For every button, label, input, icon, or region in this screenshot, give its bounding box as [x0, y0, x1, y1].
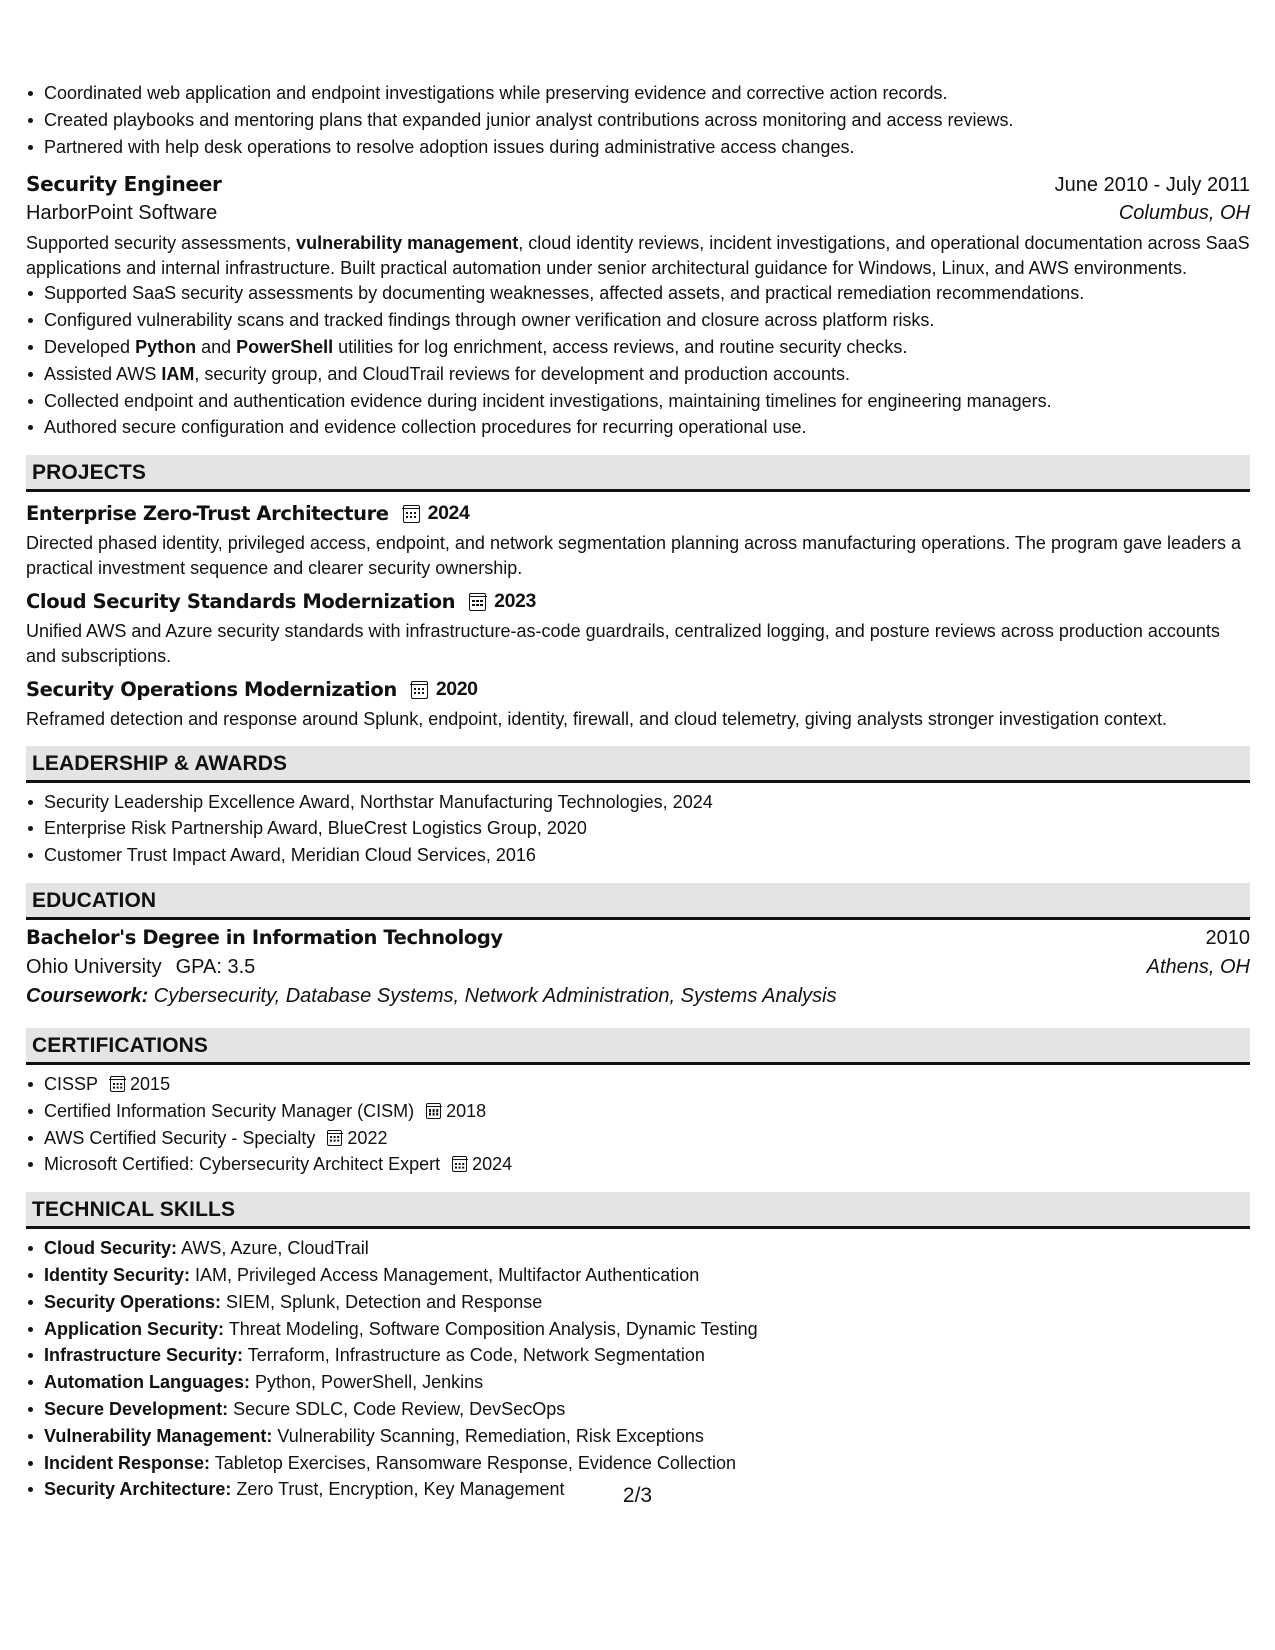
- calendar-icon: [403, 505, 420, 523]
- list-item: [26, 1098, 1250, 1125]
- list-item: Authored secure configuration and evidence collection procedures for recurring operational use.: [26, 414, 1250, 441]
- cert-name: Certified Information Security Manager (CISM): [44, 1100, 415, 1121]
- list-item: Incident Response: Tabletop Exercises, Ransomware Response, Evidence Collection: [26, 1450, 1250, 1477]
- project-year: 2023: [494, 590, 536, 613]
- list-item: Security Operations: SIEM, Splunk, Detection and Response: [26, 1289, 1250, 1316]
- job-title: Security Engineer: [26, 172, 222, 197]
- job-company: HarborPoint Software: [26, 202, 218, 225]
- calendar-icon: [411, 681, 428, 699]
- project-title: Cloud Security Standards Modernization: [26, 590, 456, 614]
- projects-list: [26, 502, 1250, 732]
- list-item: Secure Development: Secure SDLC, Code Review, DevSecOps: [26, 1396, 1250, 1423]
- list-item: Partnered with help desk operations to resolve adoption issues during administrative access changes.: [26, 134, 1250, 161]
- list-item: [26, 1151, 1250, 1178]
- job-bullets: [26, 280, 1250, 441]
- list-item: Customer Trust Impact Award, Meridian Cloud Services, 2016: [26, 842, 1250, 869]
- list-item: Configured vulnerability scans and tracked findings through owner verification and closure across platform risks.: [26, 307, 1250, 334]
- section-heading-education: EDUCATION: [26, 883, 1250, 920]
- page-number: 2/3: [622, 1484, 653, 1507]
- education-entry: [26, 926, 1250, 1008]
- list-item: Created playbooks and mentoring plans that expanded junior analyst contributions across monitoring and access reviews.: [26, 107, 1250, 134]
- cert-year: 2015: [130, 1074, 171, 1095]
- project-year: 2024: [427, 502, 470, 525]
- project-year: 2020: [435, 678, 478, 701]
- gpa: GPA: 3.5: [175, 956, 256, 979]
- list-item: Coordinated web application and endpoint investigations while preserving evidence and corrective action records.: [26, 80, 1250, 107]
- list-item: Infrastructure Security: Terraform, Infrastructure as Code, Network Segmentation: [26, 1342, 1250, 1369]
- cert-name: AWS Certified Security - Specialty: [44, 1127, 316, 1148]
- graduation-year: 2010: [1205, 927, 1250, 950]
- list-item: Cloud Security: AWS, Azure, CloudTrail: [26, 1235, 1250, 1262]
- certifications-list: [26, 1071, 1250, 1178]
- cert-year: 2022: [347, 1127, 388, 1148]
- previous-job-bullets: [26, 80, 1250, 160]
- calendar-icon: [327, 1130, 342, 1146]
- list-item: Security Architecture: Zero Trust, Encryption, Key Management: [26, 1476, 1250, 1503]
- list-item: Enterprise Risk Partnership Award, BlueCrest Logistics Group, 2020: [26, 815, 1250, 842]
- project-title: Enterprise Zero-Trust Architecture: [26, 502, 389, 526]
- job-dates: June 2010 - July 2011: [1054, 174, 1250, 197]
- degree-title: Bachelor's Degree in Information Technology: [26, 926, 503, 950]
- list-item: [26, 1125, 1250, 1152]
- project-description: Reframed detection and response around Splunk, endpoint, identity, firewall, and cloud telemetry, giving analysts stronger investigation context.: [26, 709, 1167, 730]
- coursework: Coursework: Cybersecurity, Database Systems, Network Administration, Systems Analysis: [26, 985, 837, 1008]
- job-entry: [26, 172, 1250, 441]
- cert-year: 2018: [446, 1100, 487, 1121]
- school-location: Athens, OH: [1146, 956, 1250, 979]
- calendar-icon: [110, 1076, 125, 1092]
- project-description: Unified AWS and Azure security standards with infrastructure-as-code guardrails, centralized logging, and posture reviews across production accounts and subscriptions.: [26, 621, 1220, 666]
- list-item: Assisted AWS IAM, security group, and CloudTrail reviews for development and production accounts.: [26, 361, 1250, 388]
- list-item: Developed Python and PowerShell utilities for log enrichment, access reviews, and routine security checks.: [26, 334, 1250, 361]
- calendar-icon: [426, 1103, 441, 1119]
- project-title: Security Operations Modernization: [26, 678, 397, 702]
- cert-name: Microsoft Certified: Cybersecurity Architect Expert: [44, 1154, 441, 1175]
- list-item: Identity Security: IAM, Privileged Access Management, Multifactor Authentication: [26, 1262, 1250, 1289]
- cert-year: 2024: [472, 1154, 513, 1175]
- school-info: [26, 956, 255, 979]
- project-entry: [26, 678, 1250, 732]
- list-item: Automation Languages: Python, PowerShell, Jenkins: [26, 1369, 1250, 1396]
- skills-list: [26, 1235, 1250, 1503]
- list-item: Application Security: Threat Modeling, Software Composition Analysis, Dynamic Testing: [26, 1316, 1250, 1343]
- cert-name: CISSP: [44, 1074, 99, 1095]
- list-item: [26, 1071, 1250, 1098]
- list-item: Security Leadership Excellence Award, Northstar Manufacturing Technologies, 2024: [26, 789, 1250, 816]
- awards-list: [26, 789, 1250, 869]
- project-entry: [26, 502, 1250, 580]
- calendar-icon: [452, 1156, 467, 1172]
- section-heading-certifications: CERTIFICATIONS: [26, 1028, 1250, 1065]
- job-location: Columbus, OH: [1118, 202, 1250, 225]
- job-summary: Supported security assessments, vulnerability management, cloud identity reviews, incident investigations, and operational documentation across SaaS applications and internal infrastructure. Built practical automation under senior architectural guidance for Windows, Linux, and AWS environments.: [26, 233, 1250, 278]
- project-description: Directed phased identity, privileged access, endpoint, and network segmentation planning across manufacturing operations. The program gave leaders a practical investment sequence and clearer security ownership.: [26, 533, 1242, 578]
- list-item: Supported SaaS security assessments by documenting weaknesses, affected assets, and practical remediation recommendations.: [26, 280, 1250, 307]
- project-entry: [26, 590, 1250, 668]
- school-name: Ohio University: [26, 956, 162, 979]
- section-heading-skills: TECHNICAL SKILLS: [26, 1192, 1250, 1229]
- resume-page: [26, 80, 1250, 1503]
- list-item: Vulnerability Management: Vulnerability Scanning, Remediation, Risk Exceptions: [26, 1423, 1250, 1450]
- calendar-icon: [469, 593, 486, 611]
- section-heading-leadership: LEADERSHIP & AWARDS: [26, 746, 1250, 783]
- section-heading-projects: PROJECTS: [26, 455, 1250, 492]
- list-item: Collected endpoint and authentication evidence during incident investigations, maintaining timelines for engineering managers.: [26, 388, 1250, 415]
